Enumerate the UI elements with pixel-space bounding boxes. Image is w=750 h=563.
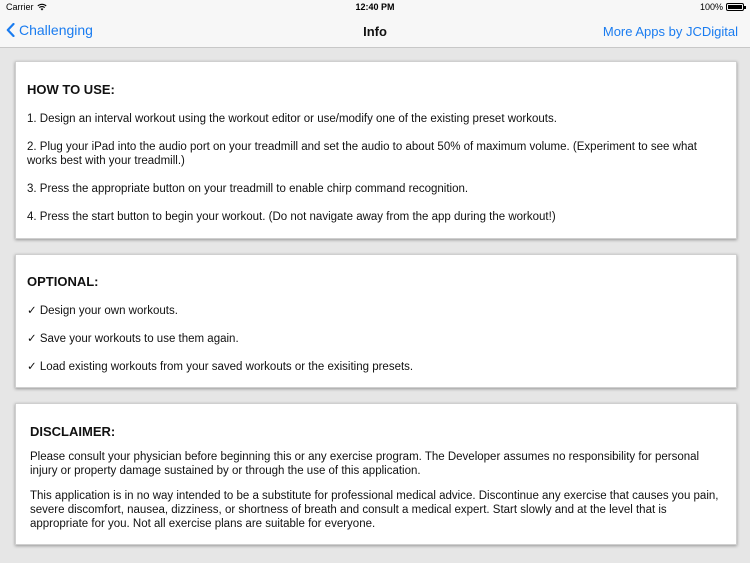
optional-item-1: ✓ Design your own workouts. [27, 305, 178, 317]
more-apps-button[interactable]: More Apps by JCDigital [602, 24, 738, 39]
battery-indicator [700, 2, 744, 12]
battery-icon [726, 3, 744, 11]
status-bar [0, 0, 750, 15]
disclaimer-heading: DISCLAIMER: [30, 424, 116, 439]
how-to-use-step-2: 2. Plug your iPad into the audio port on your treadmill and set the audio to about 50% of maximum volume. (Experiment to see what works best with your treadmill.) [27, 141, 697, 167]
disclaimer-paragraph-2: This application is in no way intended to be a substitute for professional medical advice. Discontinue any exercise that causes you pain, severe discomfort, nausea, dizziness, or shortness of breath and consult a medical expert. Start slowly and at the level that is appropriate for you. Not all exercise plans are suitable for everyone. [30, 490, 719, 530]
carrier-label: Carrier [6, 2, 34, 12]
how-to-use-step-4: 4. Press the start button to begin your workout. (Do not navigate away from the app during the workout!) [27, 211, 556, 223]
optional-item-3: ✓ Load existing workouts from your saved workouts or the exisiting presets. [27, 361, 414, 373]
how-to-use-step-3: 3. Press the appropriate button on your treadmill to enable chirp command recognition. [27, 183, 469, 195]
battery-percent: 100% [699, 2, 723, 12]
disclaimer-paragraph-1: Please consult your physician before beginning this or any exercise program. The Developer assumes no responsibility for personal injury or property damage sustained by or through the use of this application. [30, 451, 700, 477]
back-button-label: Challenging [19, 22, 93, 38]
optional-item-2: ✓ Save your workouts to use them again. [27, 333, 239, 345]
how-to-use-heading: HOW TO USE: [27, 82, 115, 97]
navigation-bar [0, 15, 750, 48]
optional-card [15, 254, 737, 388]
how-to-use-card [15, 61, 737, 239]
optional-heading: OPTIONAL: [27, 274, 99, 289]
how-to-use-step-1: 1. Design an interval workout using the workout editor or use/modify one of the existing preset workouts. [27, 113, 557, 125]
page-title: Info [363, 24, 387, 39]
disclaimer-card [15, 403, 737, 545]
status-time: 12:40 PM [355, 2, 395, 12]
